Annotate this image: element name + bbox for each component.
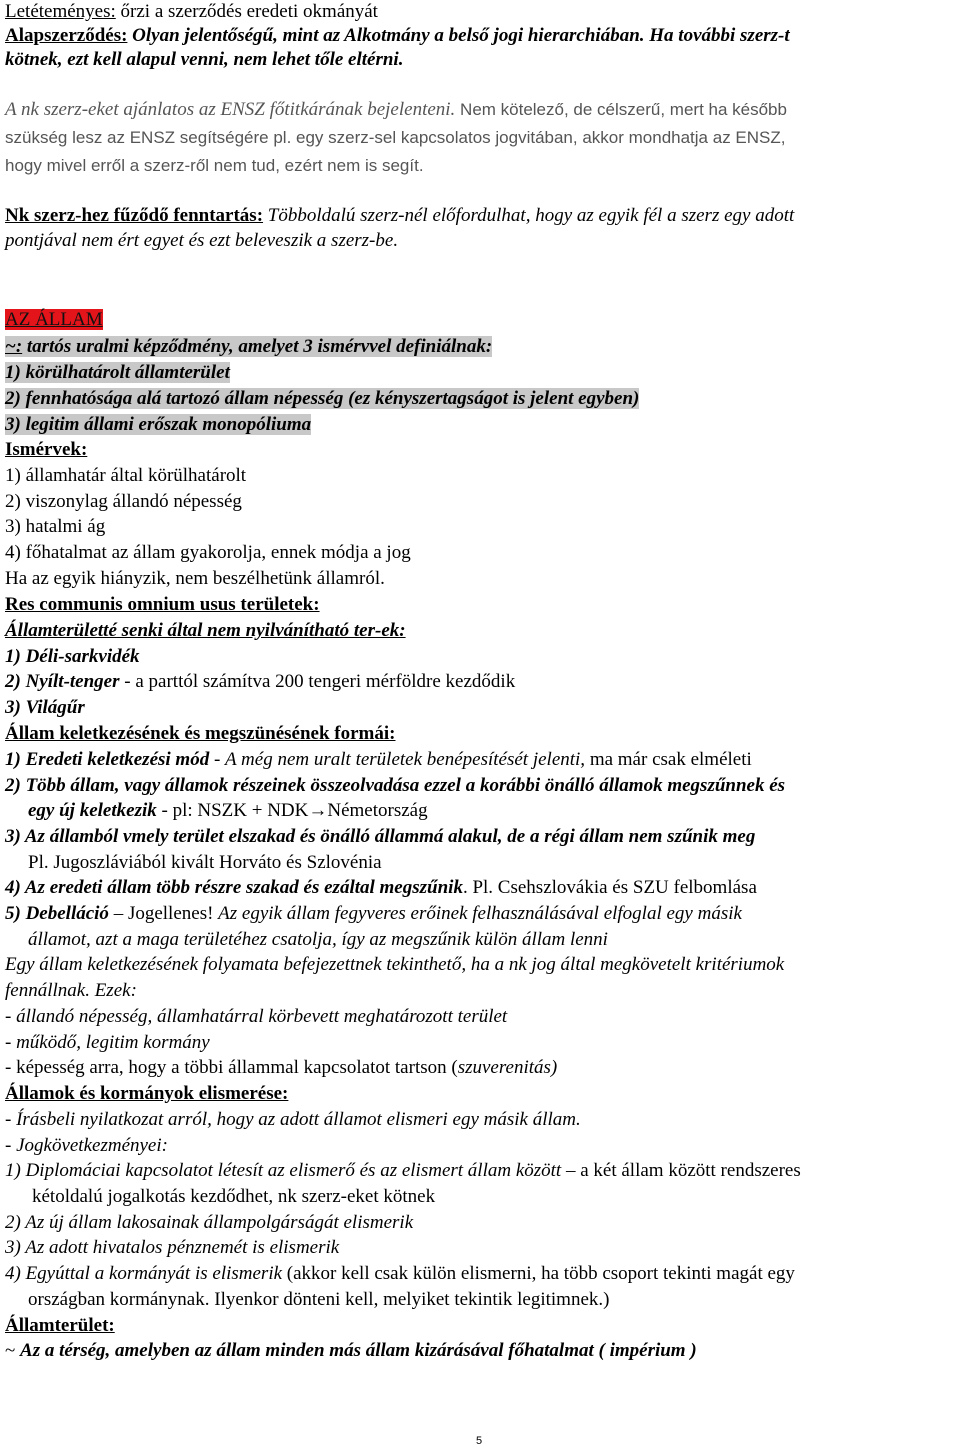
- subheading: Államterületté senki által nem nyilvánítható ter-ek:: [5, 620, 406, 641]
- text-line: 1) államhatár által körülhatárolt: [5, 465, 247, 486]
- text-line: 3) Az államból vmely terület elszakad és önálló állammá alakul, de a régi állam nem szűnik meg: [5, 826, 756, 847]
- italic-text: A nk szerz-eket ajánlatos az ENSZ főtitkárának bejelenteni.: [5, 99, 456, 120]
- plain-text: - képesség arra, hogy a többi állammal kapcsolatot tartson (: [5, 1057, 458, 1078]
- text-line: [5, 1262, 795, 1286]
- text-line: - Írásbeli nyilatkozat arról, hogy az adott államot elismeri egy másik állam.: [5, 1109, 581, 1130]
- bold-italic-text: 5) Debelláció: [5, 903, 109, 924]
- italic-text: Az egyik állam fegyveres erőinek felhasználásával elfoglal egy másik: [218, 903, 742, 924]
- text-line: országban kormánynak. Ilyenkor dönteni kell, melyiket tekintik legitimnek.): [28, 1289, 610, 1310]
- text-line: [5, 876, 757, 900]
- plain-text: - a parttól számítva 200 tengeri mérföldre kezdődik: [119, 671, 516, 692]
- text-line: [5, 413, 311, 437]
- text-line: 3) Világűr: [5, 697, 85, 718]
- highlighted-text: 3) legitim állami erőszak monopóliuma: [5, 414, 312, 435]
- text-line: Ha az egyik hiányzik, nem beszélhetünk államról.: [5, 568, 385, 589]
- text-line: [5, 335, 492, 359]
- text-line: 2) Több állam, vagy államok részeinek összeolvadása ezzel a korábbi önálló államok megszűnnek és: [5, 775, 786, 796]
- text-line: [5, 0, 378, 24]
- text-line: kötnek, ezt kell alapul venni, nem lehet tőle eltérni.: [5, 49, 404, 70]
- italic-text: A még nem uralt területek benépesítését jelenti,: [225, 749, 586, 770]
- text-line: [5, 902, 742, 926]
- text-line: - Jogkövetkezményei:: [5, 1135, 168, 1156]
- plain-text: ma már csak elméleti: [585, 749, 752, 770]
- text-line: [28, 799, 428, 823]
- italic-text: 1) Diplomáciai kapcsolatot létesít az elismerő és az elismert állam között: [5, 1160, 562, 1181]
- text-line: szükség lesz az ENSZ segítségére pl. egy szerz-sel kapcsolatos jogvitában, akkor mondhatja az ENSZ,: [5, 128, 786, 147]
- text-line: - működő, legitim kormány: [5, 1032, 210, 1053]
- text-line: államot, azt a maga területéhez csatolja, így az megszűnik külön állam lenni: [28, 929, 608, 950]
- text-line: [5, 670, 515, 694]
- bold-italic-text: Az a térség, amelyben az állam minden más állam kizárásával főhatalmat ( impérium ): [20, 1340, 697, 1361]
- plain-text: – Jogellenes!: [108, 903, 219, 924]
- text-line: 3) hatalmi ág: [5, 516, 106, 537]
- text-line: - állandó népesség, államhatárral körbevett meghatározott terület: [5, 1006, 508, 1027]
- italic-text: 4) Egyúttal a kormányát is elismerik: [5, 1263, 283, 1284]
- text-line: [5, 308, 103, 332]
- term-alapszerzodes: Alapszerződés:: [5, 25, 128, 46]
- plain-text: (akkor kell csak külön elismerni, ha több csoport tekinti magát egy: [282, 1263, 795, 1284]
- subheading: Ismérvek:: [5, 439, 88, 460]
- bold-italic-text: 1) Eredeti keletkezési mód: [5, 749, 210, 770]
- subheading: Res communis omnium usus területek:: [5, 594, 320, 615]
- text-line: 1) Déli-sarkvidék: [5, 646, 140, 667]
- subheading: Államterület:: [5, 1315, 115, 1336]
- text-line: [5, 1339, 697, 1363]
- text-line: [5, 1056, 557, 1080]
- highlighted-text: 2) fennhatósága alá tartozó állam népesség (ez kényszertagságot is jelent egyben): [5, 388, 640, 409]
- text-line: 2) Az új állam lakosainak állampolgárságát elismerik: [5, 1212, 414, 1233]
- highlighted-text: 1) körülhatárolt államterület: [5, 362, 230, 383]
- text-line: 2) viszonylag állandó népesség: [5, 491, 242, 512]
- plain-text: . Pl. Csehszlovákia és SZU felbomlása: [462, 877, 757, 898]
- text-line: [5, 24, 790, 48]
- bold-italic-text: egy új keletkezik: [28, 800, 157, 821]
- text-line: hogy mivel erről a szerz-ről nem tud, ezért nem is segít.: [5, 156, 424, 175]
- text-line: [5, 1159, 801, 1183]
- plain-text: ~: [5, 1340, 21, 1361]
- subheading: Állam keletkezésének és megszünésének formái:: [5, 723, 396, 744]
- italic-text: szuverenitás): [457, 1057, 558, 1078]
- definition-text: Olyan jelentőségű, mint az Alkotmány a belső jogi hierarchiában. Ha további szerz-t: [127, 25, 790, 46]
- text-line: [5, 387, 639, 411]
- term-letetemenyes: Letéteményes:: [5, 1, 116, 22]
- definition-text: Többoldalú szerz-nél előfordulhat, hogy az egyik fél a szerz egy adott: [263, 205, 795, 226]
- text-line: Pl. Jugoszláviából kivált Horváto és Szlovénia: [28, 852, 382, 873]
- text-line: [5, 361, 230, 385]
- text-line: kétoldalú jogalkotás kezdődhet, nk szerz-eket kötnek: [32, 1186, 436, 1207]
- text-line: 4) főhatalmat az állam gyakorolja, ennek módja a jog: [5, 542, 411, 563]
- sans-text: Nem kötelező, de célszerű, mert ha később: [455, 100, 787, 119]
- bold-italic-text: 2) Nyílt-tenger: [5, 671, 120, 692]
- text-line: fennállnak. Ezek:: [5, 980, 137, 1001]
- text-line: [5, 748, 752, 772]
- plain-text: – a két állam között rendszeres: [561, 1160, 801, 1181]
- subheading: Államok és kormányok elismerése:: [5, 1083, 289, 1104]
- term-fenntartas: Nk szerz-hez fűződő fenntartás:: [5, 205, 264, 226]
- definition-text: őrzi a szerződés eredeti okmányát: [115, 1, 378, 22]
- plain-text: - pl: NSZK + NDK→Németország: [156, 800, 428, 821]
- highlighted-definition: ~: tartós uralmi képződmény, amelyet 3 ismérvvel definiálnak:: [5, 336, 493, 357]
- section-heading-allam: AZ ÁLLAM: [5, 309, 103, 330]
- plain-text: -: [209, 749, 226, 770]
- text-line: Egy állam keletkezésének folyamata befejezettnek tekinthető, ha a nk jog által megkövetelt kritériumok: [5, 954, 785, 975]
- text-line: [5, 98, 787, 122]
- text-line: pontjával nem ért egyet és ezt beleveszik a szerz-be.: [5, 230, 399, 251]
- bold-italic-text: 4) Az eredeti állam több részre szakad és ezáltal megszűnik: [5, 877, 463, 898]
- text-line: [5, 204, 794, 228]
- text-line: 3) Az adott hivatalos pénznemét is elismerik: [5, 1237, 340, 1258]
- page-number: 5: [476, 1435, 483, 1447]
